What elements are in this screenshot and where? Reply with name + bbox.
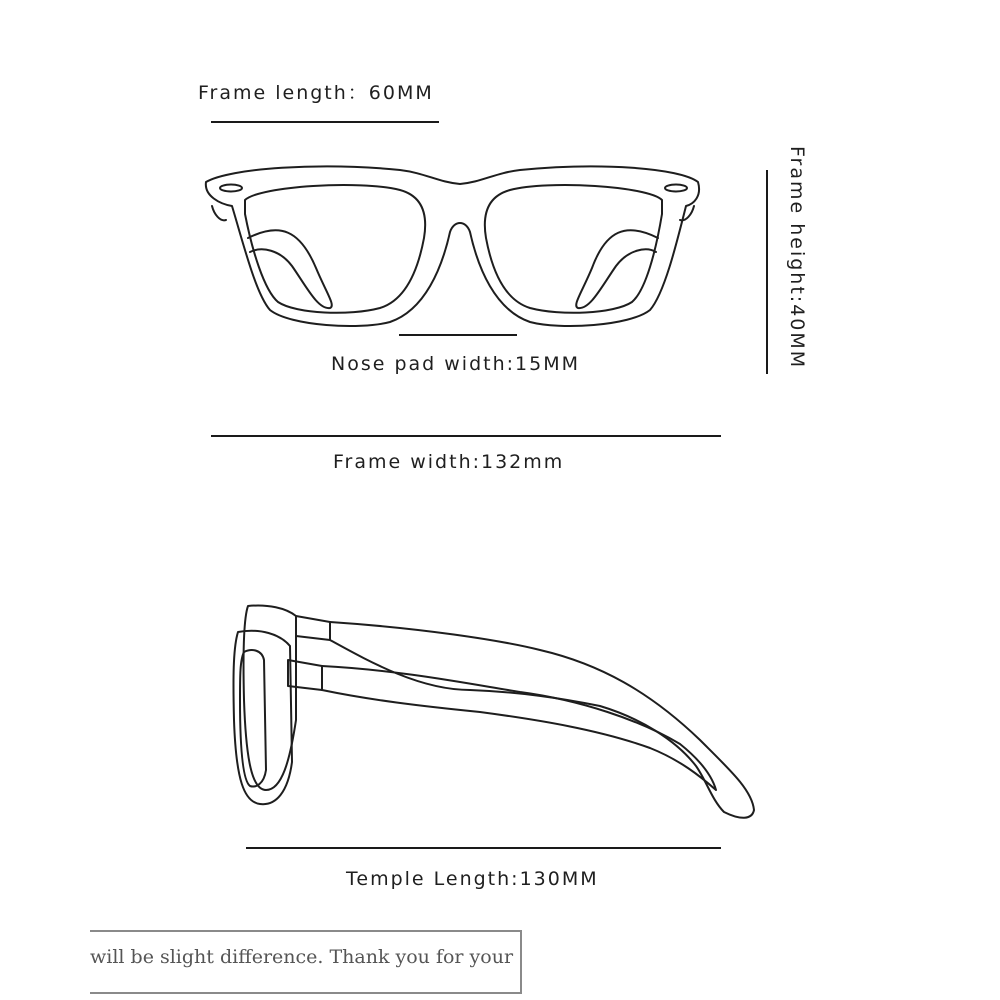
frame-width-label: Frame width:132mm [333, 451, 565, 473]
note-text: will be slight difference. Thank you for your [90, 946, 514, 968]
side-lower-temple [288, 660, 322, 690]
temple-length-label: Temple Length:130MM [346, 868, 599, 890]
side-upper-temple [296, 616, 330, 640]
side-lower-temple-arm [322, 666, 716, 790]
note-box [90, 930, 522, 994]
frame-length-label: Frame length：60MM [198, 82, 434, 104]
side-upper-temple-arm [330, 622, 754, 818]
nose-pad-width-label: Nose pad width:15MM [331, 353, 581, 375]
frame-height-label: Frame height:40MM [786, 146, 808, 370]
